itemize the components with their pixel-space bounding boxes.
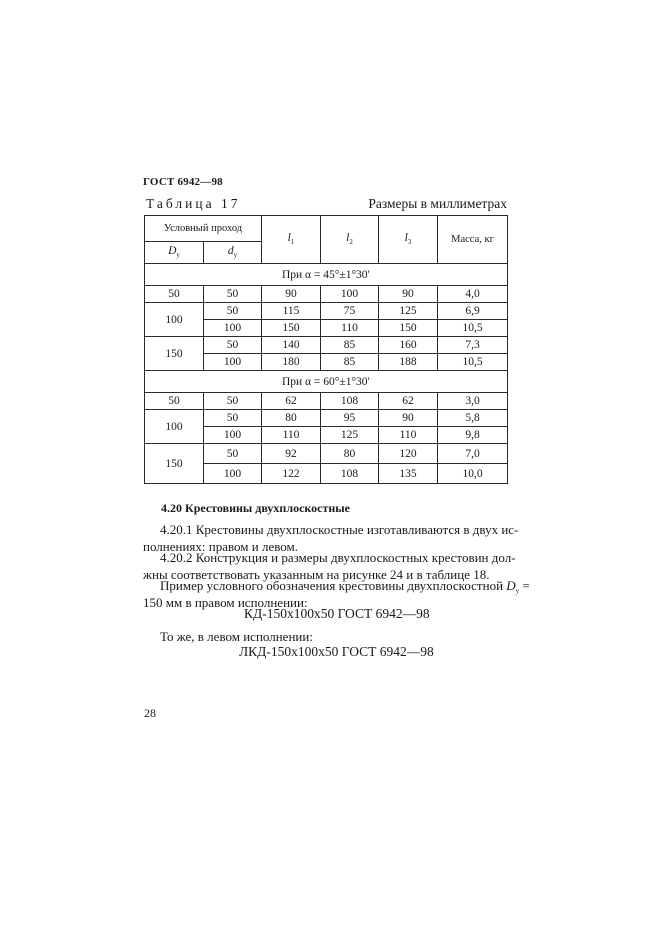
cell-l1: 110 <box>262 427 321 444</box>
cell-d: 100 <box>204 320 262 337</box>
section-heading: 4.20 Крестовины двухплоскостные <box>161 501 350 515</box>
cell-l2: 108 <box>321 464 379 484</box>
table-row <box>145 286 508 303</box>
cell-d: 50 <box>204 303 262 320</box>
cell-l1: 180 <box>262 354 321 371</box>
cell-d: 50 <box>204 286 262 303</box>
cell-l3: 120 <box>379 444 438 464</box>
cell-l1: 122 <box>262 464 321 484</box>
table-row <box>145 444 508 464</box>
cell-mass: 3,0 <box>438 393 508 410</box>
paragraph-example-intro: Пример условного обозначения крестовины двухплоскостной $D_у$ = <box>160 578 530 595</box>
designation-example-left: ЛКД-150х100х50 ГОСТ 6942—98 <box>239 644 434 659</box>
cell-l1: 90 <box>262 286 321 303</box>
cell-l3: 62 <box>379 393 438 410</box>
table-label: Таблица 17 <box>146 196 241 211</box>
dimensions-table <box>144 215 508 484</box>
document-code: ГОСТ 6942—98 <box>143 176 223 188</box>
cell-l1: 92 <box>262 444 321 464</box>
cell-d: 50 <box>204 393 262 410</box>
header-l1: $l_1$ <box>262 216 321 264</box>
cell-l3: 90 <box>379 286 438 303</box>
cell-mass: 4,0 <box>438 286 508 303</box>
table-section-row <box>145 264 508 286</box>
cell-mass: 9,8 <box>438 427 508 444</box>
table-section-row <box>145 371 508 393</box>
table-row <box>145 410 508 427</box>
cell-l3: 125 <box>379 303 438 320</box>
table-row <box>145 393 508 410</box>
header-l2: $l_2$ <box>321 216 379 264</box>
cell-dy: 50 <box>145 286 204 303</box>
cell-dy: 50 <box>145 393 204 410</box>
cell-mass: 10,5 <box>438 320 508 337</box>
cell-l2: 85 <box>321 337 379 354</box>
cell-l2: 110 <box>321 320 379 337</box>
cell-dy: 150 <box>145 337 204 371</box>
cell-mass: 5,8 <box>438 410 508 427</box>
header-dy-outer: $D_у$ <box>145 242 204 264</box>
page-number: 28 <box>144 706 156 720</box>
section-angle-45: При α = 45°±1°30′ <box>145 264 508 286</box>
table-row <box>145 337 508 354</box>
cell-d: 100 <box>204 354 262 371</box>
cell-d: 50 <box>204 444 262 464</box>
cell-l1: 115 <box>262 303 321 320</box>
cell-l2: 125 <box>321 427 379 444</box>
cell-l2: 95 <box>321 410 379 427</box>
cell-l3: 188 <box>379 354 438 371</box>
header-l3: $l_3$ <box>379 216 438 264</box>
cell-dy: 100 <box>145 410 204 444</box>
cell-l3: 90 <box>379 410 438 427</box>
table-row <box>145 303 508 320</box>
cell-l2: 80 <box>321 444 379 464</box>
cell-dy: 100 <box>145 303 204 337</box>
cell-l1: 140 <box>262 337 321 354</box>
cell-dy: 150 <box>145 444 204 484</box>
paragraph-left-version: То же, в левом исполнении: <box>160 629 313 644</box>
cell-l2: 75 <box>321 303 379 320</box>
cell-l3: 160 <box>379 337 438 354</box>
paragraph-4-20-1: 4.20.1 Крестовины двухплоскостные изготавливаются в двух ис- <box>160 522 519 537</box>
paragraph-4-20-2-cont: жны соответствовать указанным на рисунке 24 и в таблице 18. <box>143 567 490 582</box>
cell-l1: 80 <box>262 410 321 427</box>
cell-l1: 150 <box>262 320 321 337</box>
header-nominal-bore: Условный проход <box>145 216 262 242</box>
cell-l1: 62 <box>262 393 321 410</box>
cell-l3: 135 <box>379 464 438 484</box>
cell-mass: 6,9 <box>438 303 508 320</box>
cell-l2: 85 <box>321 354 379 371</box>
header-dy-inner: $d_у$ <box>204 242 262 264</box>
cell-l3: 110 <box>379 427 438 444</box>
designation-example-right: КД-150х100х50 ГОСТ 6942—98 <box>244 606 430 621</box>
header-mass: Масса, кг <box>438 216 508 264</box>
paragraph-example-intro-cont: 150 мм в правом исполнении: <box>143 595 308 610</box>
cell-d: 100 <box>204 427 262 444</box>
section-angle-60: При α = 60°±1°30′ <box>145 371 508 393</box>
cell-mass: 7,3 <box>438 337 508 354</box>
cell-mass: 10,0 <box>438 464 508 484</box>
table-units: Размеры в миллиметрах <box>368 196 507 211</box>
table-header-row <box>145 216 508 242</box>
cell-mass: 7,0 <box>438 444 508 464</box>
cell-d: 100 <box>204 464 262 484</box>
cell-l2: 108 <box>321 393 379 410</box>
cell-d: 50 <box>204 337 262 354</box>
cell-l3: 150 <box>379 320 438 337</box>
paragraph-4-20-1-cont: полнениях: правом и левом. <box>143 539 299 554</box>
cell-d: 50 <box>204 410 262 427</box>
paragraph-4-20-2: 4.20.2 Конструкция и размеры двухплоскостных крестовин дол- <box>160 550 516 565</box>
cell-mass: 10,5 <box>438 354 508 371</box>
cell-l2: 100 <box>321 286 379 303</box>
